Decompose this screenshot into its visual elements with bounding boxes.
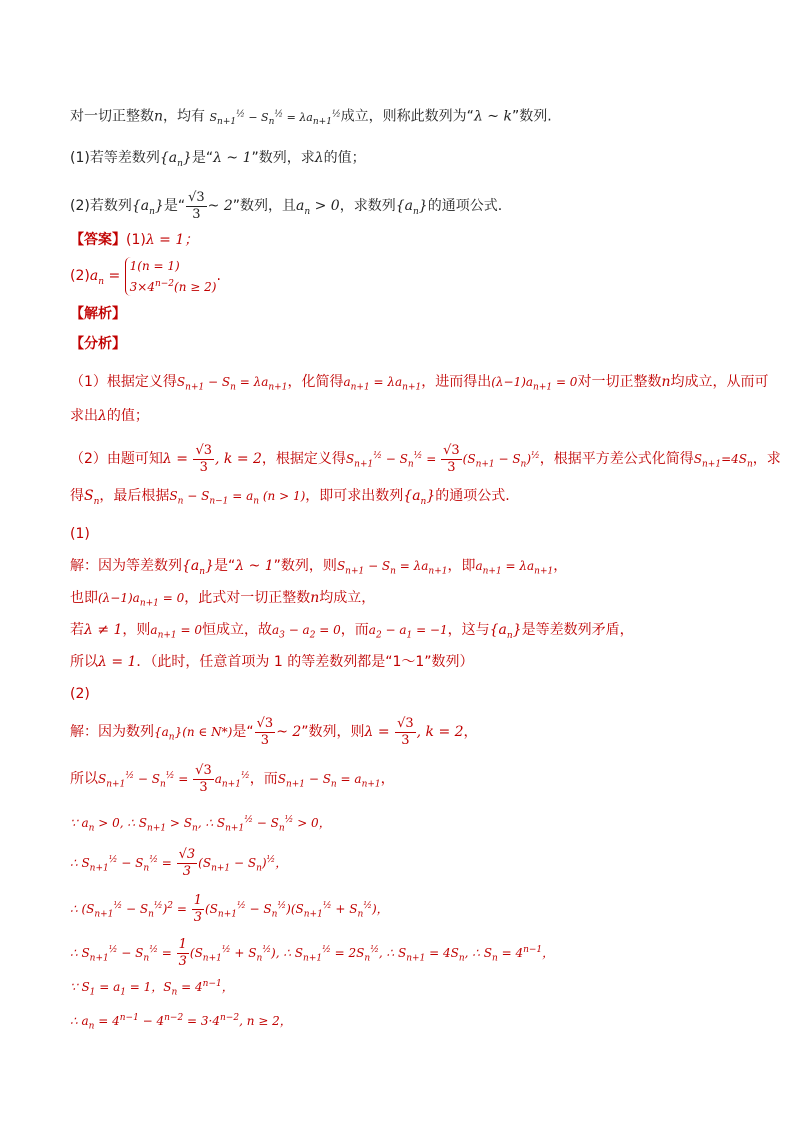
case-2: 3×4 xyxy=(129,279,155,294)
problem-intro xyxy=(70,104,552,132)
analysis-1 xyxy=(70,372,768,397)
math: , k = 2 xyxy=(215,451,262,467)
text: ”数列，且 xyxy=(232,198,297,214)
jiexi-label-line xyxy=(70,304,126,324)
piecewise-cases xyxy=(125,257,217,296)
sol-2-line-2 xyxy=(70,756,395,804)
case-2-cond: (n ≥ 2) xyxy=(174,279,217,294)
fraction: $\frac{√3}{3}$ xyxy=(443,442,460,475)
sol-1-label xyxy=(70,524,90,544)
math-lambda: λ xyxy=(314,150,324,166)
math: $S_{n+1}^{\frac{1}{2}} - S_n^{\frac{1}{2}}$ = xyxy=(98,771,193,790)
math-an-set: $\{a_n\}$ xyxy=(131,198,164,217)
math: $S_n - S_{n-1} = a_n$ (n > 1) xyxy=(169,489,306,507)
math: $a_2 - a_1 = -1$ xyxy=(368,623,448,641)
math: $S_{n+1}^{\frac{1}{2}} - S_n^{\frac{1}{2}}$ = xyxy=(345,451,441,470)
text: ，根据平方差公式化简得 xyxy=(539,451,694,467)
math: λ = xyxy=(364,724,395,740)
fraction-sqrt3-over-3: $\frac{√3}{3}$ xyxy=(188,189,205,222)
sol-2-line-7: ∵ $S_1 = a_1 = 1$，$S_n = 4^{n-1}$， xyxy=(70,979,234,998)
text: ， xyxy=(380,771,395,787)
text: (2) xyxy=(70,268,90,284)
sol-1-line-2 xyxy=(70,588,375,613)
case-2-exp: n−2 xyxy=(154,278,175,289)
text: 对一切正整数 xyxy=(577,374,662,390)
text: ，均有 xyxy=(163,108,206,125)
fraction: $\frac{1}{3}$ xyxy=(178,937,187,969)
fraction: $\frac{√3}{3}$ xyxy=(256,715,274,748)
math: $\{a_n\}$( xyxy=(154,725,187,743)
math: $a_{n+1} = 0$ xyxy=(150,623,202,641)
fraction: $\frac{√3}{3}$ xyxy=(178,847,196,879)
math: n ∈ N* xyxy=(186,725,228,739)
jiexi-label: 【解析】 xyxy=(70,306,126,322)
sol-2-label xyxy=(70,684,90,704)
text: （2）由题可知 xyxy=(70,451,163,467)
text: (2) xyxy=(70,686,90,702)
analysis-1b xyxy=(70,406,149,426)
text: 是等差数列矛盾， xyxy=(521,622,634,638)
math: $S_{n+1}=4S_n$ xyxy=(693,452,753,470)
math-n: n xyxy=(154,108,164,125)
text: 是“ xyxy=(213,558,236,574)
fraction: $\frac{√3}{3}$ xyxy=(397,715,414,748)
math: $(\lambda-1)a_{n+1} = 0$ xyxy=(491,375,578,393)
text: 是“ xyxy=(191,150,214,166)
text: ，此式对一切正整数 xyxy=(184,590,311,606)
sol-2-line-6: ∴ $S_{n+1}^{\frac{1}{2}} - S_n^{\frac{1}{2}}$ = $\frac{1}{3}$ $(S_{n+1}^{\frac{1}{2}} + S_n^{\frac{1}{2}})$, ∴ $S_{n+1}^{\frac{1}{2}} = 2S_n^{\frac{1}{2}}$, ∴ $S_{n+1} = 4S_n$, ∴ $S_n = 4^{n-1}$， xyxy=(70,937,555,969)
sol-2-line-3: ∵ $a_n > 0$, ∴ $S_{n+1} > S_n$, ∴ $S_{n+1}^{\frac{1}{2}} - S_n^{\frac{1}{2}} > 0$， xyxy=(70,815,331,834)
math: $(S_{n+1} - S_n)^{\frac{1}{2}}$ xyxy=(462,451,540,470)
text: ) xyxy=(227,725,233,739)
math: $(\lambda-1)a_{n+1} = 0$ xyxy=(98,591,185,609)
answer-label: 【答案】 xyxy=(70,232,126,248)
analysis-2b xyxy=(70,486,510,512)
text: ，求数列 xyxy=(339,198,396,214)
text: ，这与 xyxy=(447,622,490,638)
text: 解：因为等差数列 xyxy=(70,558,182,574)
text: 所以 xyxy=(70,654,98,670)
math-an-set: $\{a_n\}$ xyxy=(395,198,428,217)
math: λ ≠ 1 xyxy=(84,622,123,638)
math: $S_{n+1} - S_n = \lambda a_{n+1}$ xyxy=(336,559,448,577)
text: 成立，则称此数列为“ xyxy=(340,108,474,125)
text: ， xyxy=(463,724,478,740)
math: λ ~ 1 xyxy=(235,558,274,574)
math-l1: λ ~ 1 xyxy=(213,150,252,166)
text: 恒成立，故 xyxy=(201,622,272,638)
math: $a_{n+1} = \lambda a_{n+1}$ xyxy=(343,375,422,393)
math: $S_n$ xyxy=(84,488,100,507)
text: (2)若数列 xyxy=(70,198,132,214)
math: $\{a_n\}$ xyxy=(182,558,214,577)
text: 对一切正整数 xyxy=(70,108,154,125)
math: $a_3 - a_2 = 0$ xyxy=(271,623,341,641)
math: $\{a_n\}$ xyxy=(489,622,522,641)
text: 的通项公式. xyxy=(435,488,510,504)
question-2 xyxy=(70,188,502,230)
sol-2-line-1 xyxy=(70,712,478,757)
math: , k = 2 xyxy=(416,724,464,740)
text: ，进而得出 xyxy=(421,374,492,390)
fenxi-label: 【分析】 xyxy=(70,336,126,352)
answer-line-2 xyxy=(70,256,221,302)
text: 的值； xyxy=(106,408,149,424)
text: 求出 xyxy=(70,408,98,424)
math: λ = 1 xyxy=(98,654,137,670)
text: (1) xyxy=(126,232,146,248)
math: λ = xyxy=(162,451,193,467)
text: 均成立， xyxy=(319,590,376,606)
math-tilde2: ~ 2 xyxy=(207,198,233,214)
text: 所以 xyxy=(70,771,98,787)
math-an-set: $\{a_n\}$ xyxy=(159,150,192,169)
text: 是“ xyxy=(163,198,186,214)
math: $a_{n+1} = \lambda a_{n+1}$ xyxy=(475,559,554,577)
math: $\{a_n\}$ xyxy=(403,488,436,507)
math: ~ 2 xyxy=(276,724,302,740)
text: ，而 xyxy=(249,771,278,787)
text: ， xyxy=(553,558,568,574)
text: 也即 xyxy=(70,590,98,606)
math: $S_{n+1} - S_n = \lambda a_{n+1}$ xyxy=(176,375,288,393)
text: ，根据定义得 xyxy=(261,451,346,467)
text: 均成立，从而可 xyxy=(670,374,769,390)
text: ，化简得 xyxy=(287,374,344,390)
text: ，则 xyxy=(122,622,151,638)
text: 的通项公式. xyxy=(427,198,503,214)
text: . xyxy=(216,268,221,284)
case-1: 1(n = 1) xyxy=(129,258,180,273)
sol-1-line-1 xyxy=(70,556,567,582)
text: ，即可求出数列 xyxy=(305,488,404,504)
math-lk: λ ~ k xyxy=(473,108,512,125)
text: ”数列，求 xyxy=(251,150,315,166)
text: 得 xyxy=(70,488,84,504)
math-n: n xyxy=(310,590,320,606)
text: ，求 xyxy=(752,451,781,467)
text: （1）根据定义得 xyxy=(70,374,177,390)
math-an: $a_n$ = xyxy=(89,268,125,287)
fraction: $\frac{1}{3}$ xyxy=(193,893,202,925)
text: ”数列，则 xyxy=(273,558,337,574)
math-n: n xyxy=(661,374,671,390)
text: (1)若等差数列 xyxy=(70,150,160,166)
text: (1) xyxy=(70,526,90,542)
text: 是“ xyxy=(232,724,254,740)
question-1 xyxy=(70,148,366,174)
analysis-2 xyxy=(70,436,781,484)
text: 解：因为数列 xyxy=(70,724,154,740)
sol-1-line-3 xyxy=(70,620,634,646)
math-def: $S_{n+1}^{\frac{1}{2}} - S_n^{\frac{1}{2}} = \lambda a_{n+1}^{\frac{1}{2}}$ xyxy=(209,109,341,127)
math: $S_{n+1} - S_n = a_{n+1}$ xyxy=(277,772,381,790)
sol-1-line-4 xyxy=(70,652,474,672)
fenxi-label-line xyxy=(70,334,126,354)
fraction: $\frac{√3}{3}$ xyxy=(195,762,212,795)
sol-2-line-8: ∴ $a_n = 4^{n-1} - 4^{n-2} = 3\cdot 4^{n-2}$, n ≥ 2， xyxy=(70,1013,292,1032)
text: ．（此时，任意首项为 1 的等差数列都是“1～1”数列） xyxy=(136,654,474,670)
text: ”数列. xyxy=(511,108,552,125)
math-lambda: λ xyxy=(98,408,107,424)
answer-1-value: λ = 1； xyxy=(145,232,199,248)
text: ，而 xyxy=(340,622,369,638)
answer-line-1 xyxy=(70,230,198,250)
text: 的值； xyxy=(323,150,366,166)
sol-2-line-5: ∴ $(S_{n+1}^{\frac{1}{2}} - S_n^{\frac{1}{2}})^2$ = $\frac{1}{3}$ $(S_{n+1}^{\frac{1}{2}} - S_n^{\frac{1}{2}})(S_{n+1}^{\frac{1}{2}} + S_n^{\frac{1}{2}})$， xyxy=(70,893,389,925)
text: 若 xyxy=(70,622,84,638)
math-an-pos: $a_n > 0$ xyxy=(296,198,340,217)
sol-2-line-4: ∴ $S_{n+1}^{\frac{1}{2}} - S_n^{\frac{1}{2}}$ = $\frac{√3}{3}$ $(S_{n+1} - S_n)^{\frac{1}{2}}$， xyxy=(70,847,288,879)
math: $a_{n+1}^{\frac{1}{2}}$ xyxy=(214,771,250,790)
text: ”数列，则 xyxy=(301,724,365,740)
text: ，即 xyxy=(447,558,476,574)
text: ，最后根据 xyxy=(99,488,170,504)
fraction: $\frac{√3}{3}$ xyxy=(195,442,212,475)
